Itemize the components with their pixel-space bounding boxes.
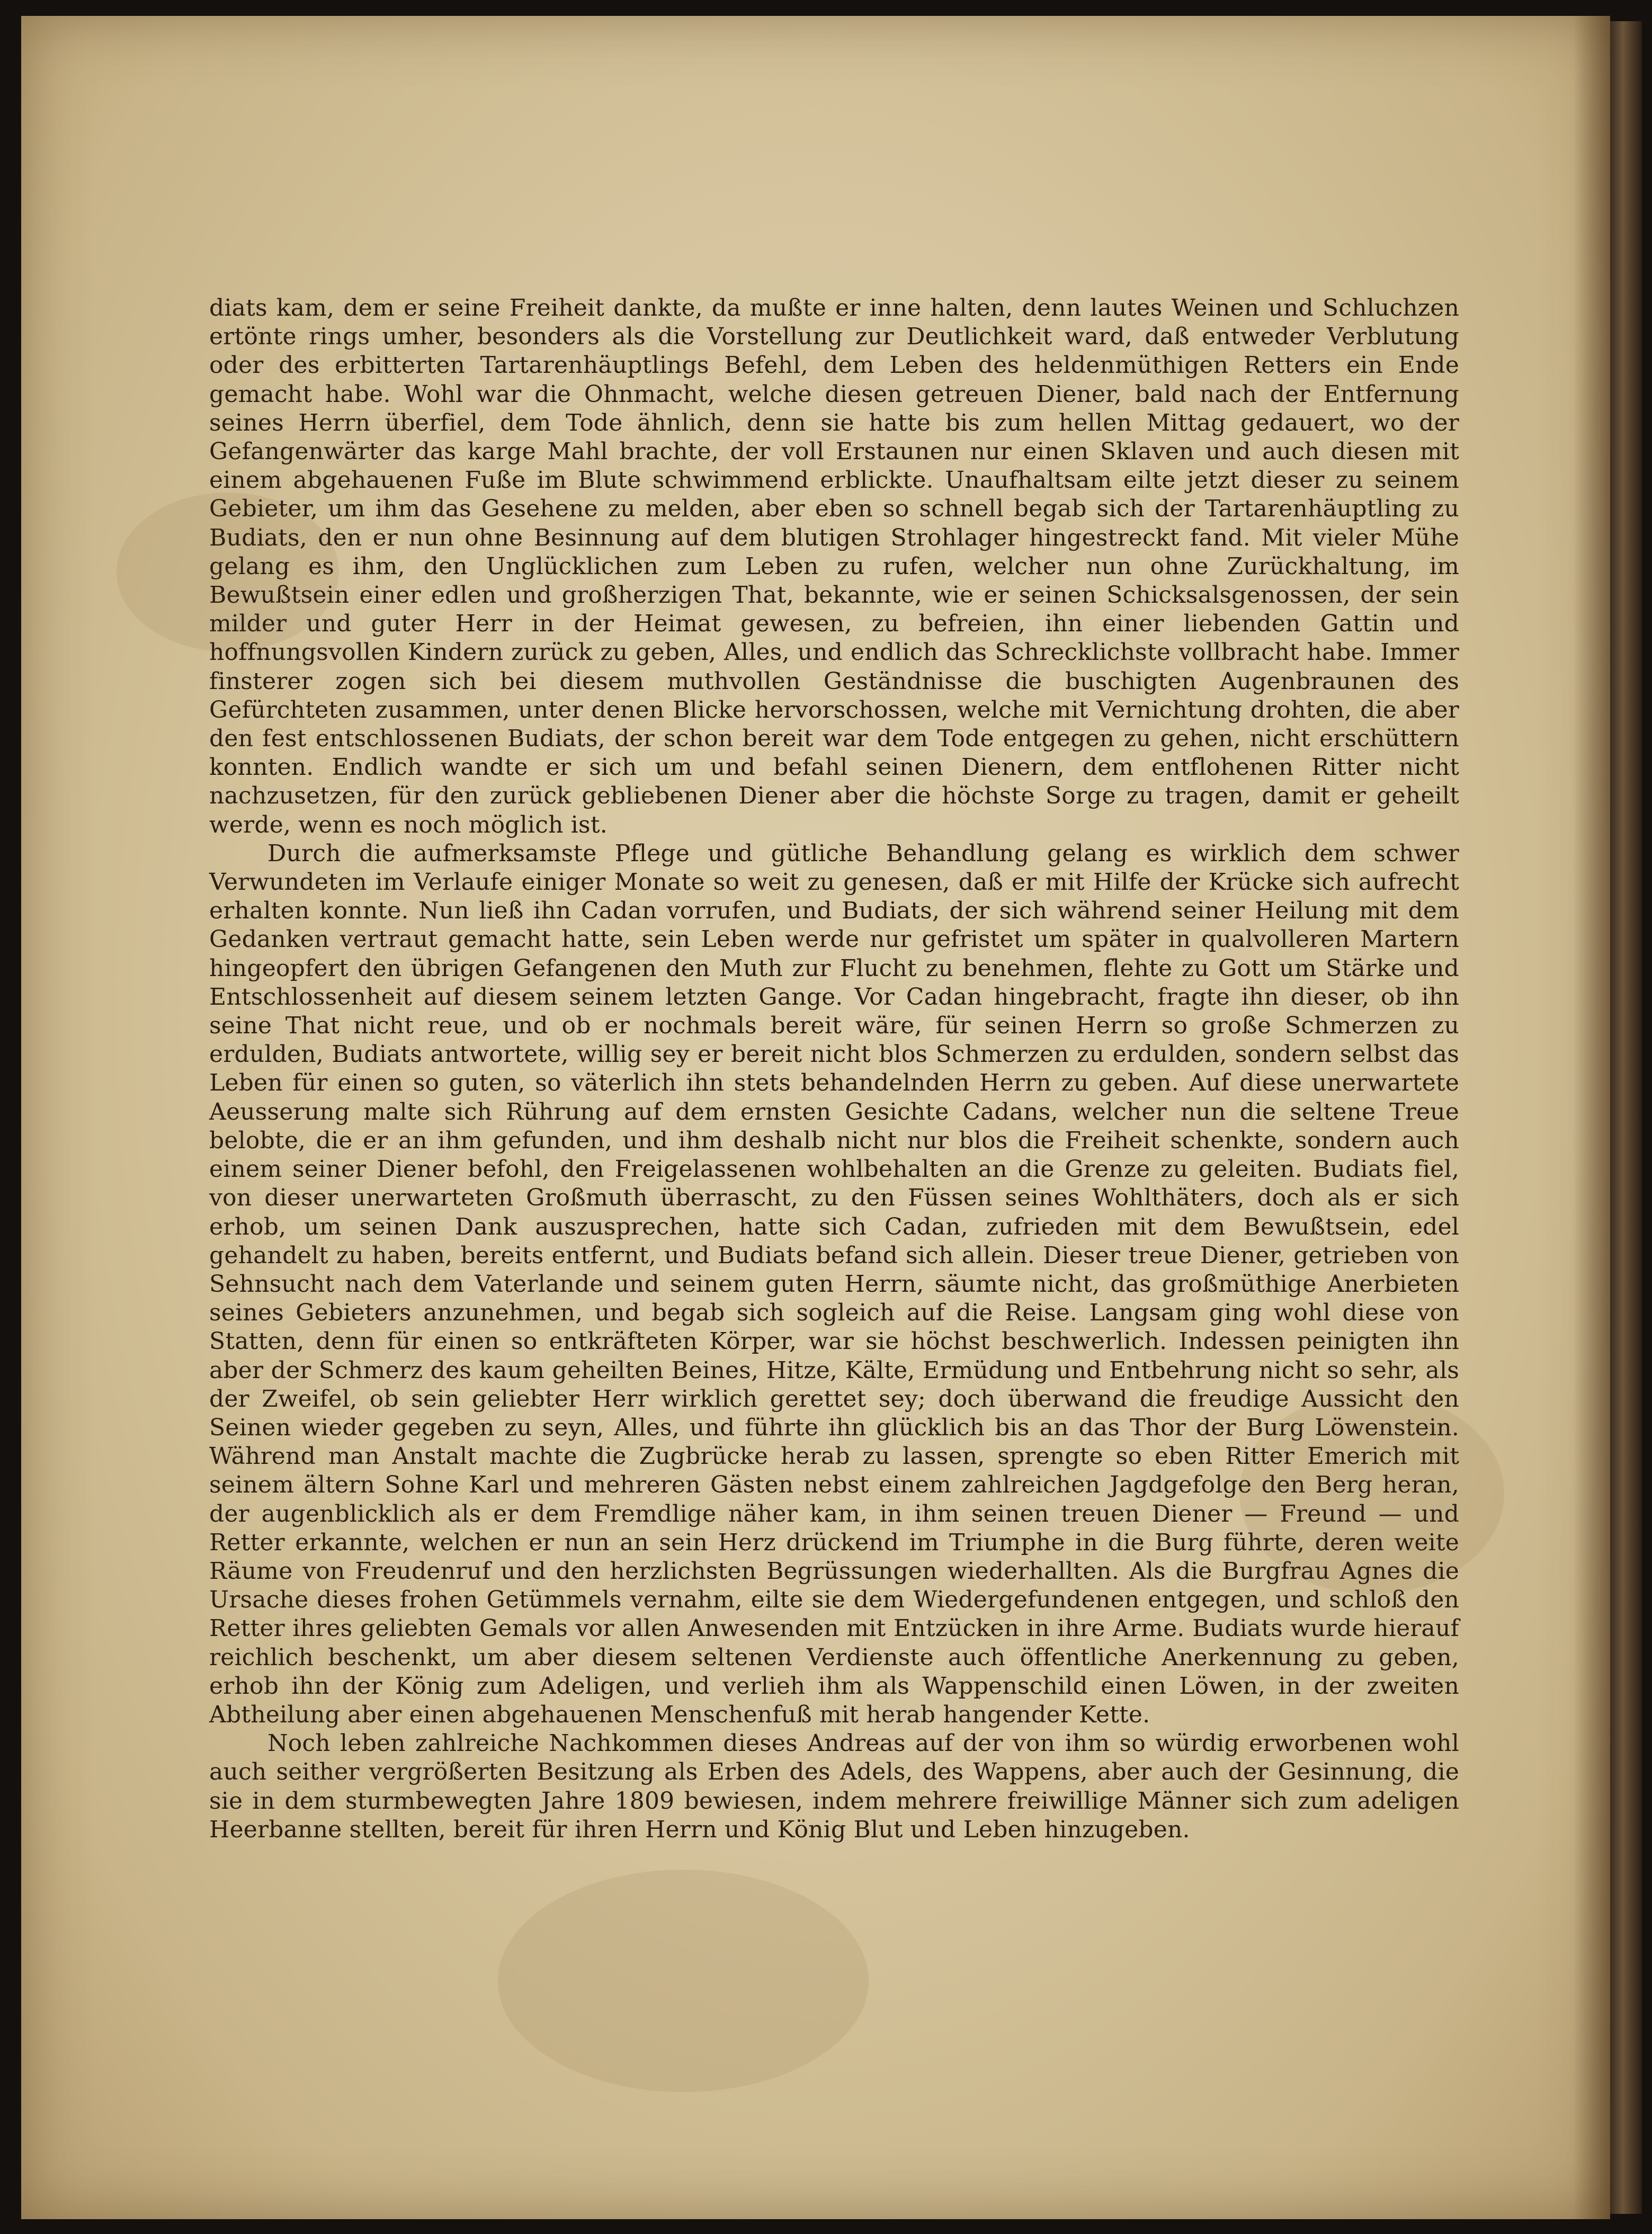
body-text <box>209 294 1459 1844</box>
paragraph-2: Durch die aufmerksamste Pflege und gütliche Behandlung gelang es wirklich dem schwer Verwundeten im Verlaufe einiger Monate so weit zu genesen, daß er mit Hilfe der Krücke sich aufrecht erhalten konnte. Nun ließ ihn Cadan vorrufen, und Budiats, der sich während seiner Heilung mit dem Gedanken vertraut gemacht hatte, sein Leben werde nur gefristet um später in qualvolleren Martern hingeopfert den übrigen Gefangenen den Muth zur Flucht zu benehmen, flehte zu Gott um Stärke und Entschlossenheit auf diesem seinem letzten Gange. Vor Cadan hingebracht, fragte ihn dieser, ob ihn seine That nicht reue, und ob er nochmals bereit wäre, für seinen Herrn so große Schmerzen zu erdulden, Budiats antwortete, willig sey er bereit nicht blos Schmerzen zu erdulden, sondern selbst das Leben für einen so guten, so väterlich ihn stets behandelnden Herrn zu geben. Auf diese unerwartete Aeusserung malte sich Rührung auf dem ernsten Gesichte Cadans, welcher nun die seltene Treue belobte, die er an ihm gefunden, und ihm deshalb nicht nur blos die Freiheit schenkte, sondern auch einem seiner Diener befohl, den Freigelassenen wohlbehalten an die Grenze zu geleiten. Budiats fiel, von dieser unerwarteten Großmuth überrascht, zu den Füssen seines Wohlthäters, doch als er sich erhob, um seinen Dank auszusprechen, hatte sich Cadan, zufrieden mit dem Bewußtsein, edel gehandelt zu haben, bereits entfernt, und Budiats befand sich allein. Dieser treue Diener, getrieben von Sehnsucht nach dem Vaterlande und seinem guten Herrn, säumte nicht, das großmüthige Anerbieten seines Gebieters anzunehmen, und begab sich sogleich auf die Reise. Langsam ging wohl diese von Statten, denn für einen so entkräfteten Körper, war sie höchst beschwerlich. Indessen peinigten ihn aber der Schmerz des kaum geheilten Beines, Hitze, Kälte, Ermüdung und Entbehrung nicht so sehr, als der Zweifel, ob sein geliebter Herr wirklich gerettet sey; doch überwand die freudige Aussicht den Seinen wieder gegeben zu seyn, Alles, und führte ihn glücklich bis an das Thor der Burg Löwenstein. Während man Anstalt machte die Zugbrücke herab zu lassen, sprengte so eben Ritter Emerich mit seinem ältern Sohne Karl und mehreren Gästen nebst einem zahlreichen Jagdgefolge den Berg heran, der augenblicklich als er dem Fremdlige näher kam, in ihm seinen treuen Diener — Freund — und Retter erkannte, welchen er nun an sein Herz drückend im Triumphe in die Burg führte, deren weite Räume von Freudenruf und den herzlichsten Begrüssungen wiederhallten. Als die Burgfrau Agnes die Ursache dieses frohen Getümmels vernahm, eilte sie dem Wiedergefundenen entgegen, und schloß den Retter ihres geliebten Gemals vor allen Anwesenden mit Entzücken in ihre Arme. Budiats wurde hierauf reichlich beschenkt, um aber diesem seltenen Verdienste auch öffentliche Anerkennung zu geben, erhob ihn der König zum Adeligen, und verlieh ihm als Wappenschild einen Löwen, in der zweiten Abtheilung aber einen abgehauenen Menschenfuß mit herab hangender Kette. <box>209 839 1459 1728</box>
next-page-edge <box>1610 21 1642 2214</box>
paragraph-3: Noch leben zahlreiche Nachkommen dieses Andreas auf der von ihm so würdig erworbenen wohl auch seither vergrößerten Besitzung als Erben des Adels, des Wappens, aber auch der Gesinnung, die sie in dem sturmbewegten Jahre 1809 bewiesen, indem mehrere freiwillige Männer sich zum adeligen Heerbanne stellten, bereit für ihren Herrn und König Blut und Leben hinzugeben. <box>209 1730 1459 1843</box>
paragraph-1: diats kam, dem er seine Freiheit dankte, da mußte er inne halten, denn lautes Weinen und Schluchzen ertönte rings umher, besonders als die Vorstellung zur Deutlichkeit ward, daß entweder Verblutung oder des erbitterten Tartarenhäuptlings Befehl, dem Leben des heldenmüthigen Retters ein Ende gemacht habe. Wohl war die Ohnmacht, welche diesen getreuen Diener, bald nach der Entfernung seines Herrn überfiel, dem Tode ähnlich, denn sie hatte bis zum hellen Mittag gedauert, wo der Gefangenwärter das karge Mahl brachte, der voll Erstaunen nur einen Sklaven und auch diesen mit einem abgehauenen Fuße im Blute schwimmend erblickte. Unaufhaltsam eilte jetzt dieser zu seinem Gebieter, um ihm das Gesehene zu melden, aber eben so schnell begab sich der Tartarenhäuptling zu Budiats, den er nun ohne Besinnung auf dem blutigen Strohlager hingestreckt fand. Mit vieler Mühe gelang es ihm, den Unglücklichen zum Leben zu rufen, welcher nun ohne Zurückhaltung, im Bewußtsein einer edlen und großherzigen That, bekannte, wie er seinen Schicksalsgenossen, der sein milder und guter Herr in der Heimat gewesen, zu befreien, ihn einer liebenden Gattin und hoffnungsvollen Kindern zurück zu geben, Alles, und endlich das Schrecklichste vollbracht habe. Immer finsterer zogen sich bei diesem muthvollen Geständnisse die buschigten Augenbraunen des Gefürchteten zusammen, unter denen Blicke hervorschossen, welche mit Vernichtung drohten, die aber den fest entschlossenen Budiats, der schon bereit war dem Tode entgegen zu gehen, nicht erschüttern konnten. Endlich wandte er sich um und befahl seinen Dienern, dem entflohenen Ritter nicht nachzusetzen, für den zurück gebliebenen Diener aber die höchste Sorge zu tragen, damit er geheilt werde, wenn es noch möglich ist. <box>209 294 1459 838</box>
paper-stain <box>498 1870 869 2092</box>
page-gutter-shadow <box>1573 16 1610 2219</box>
